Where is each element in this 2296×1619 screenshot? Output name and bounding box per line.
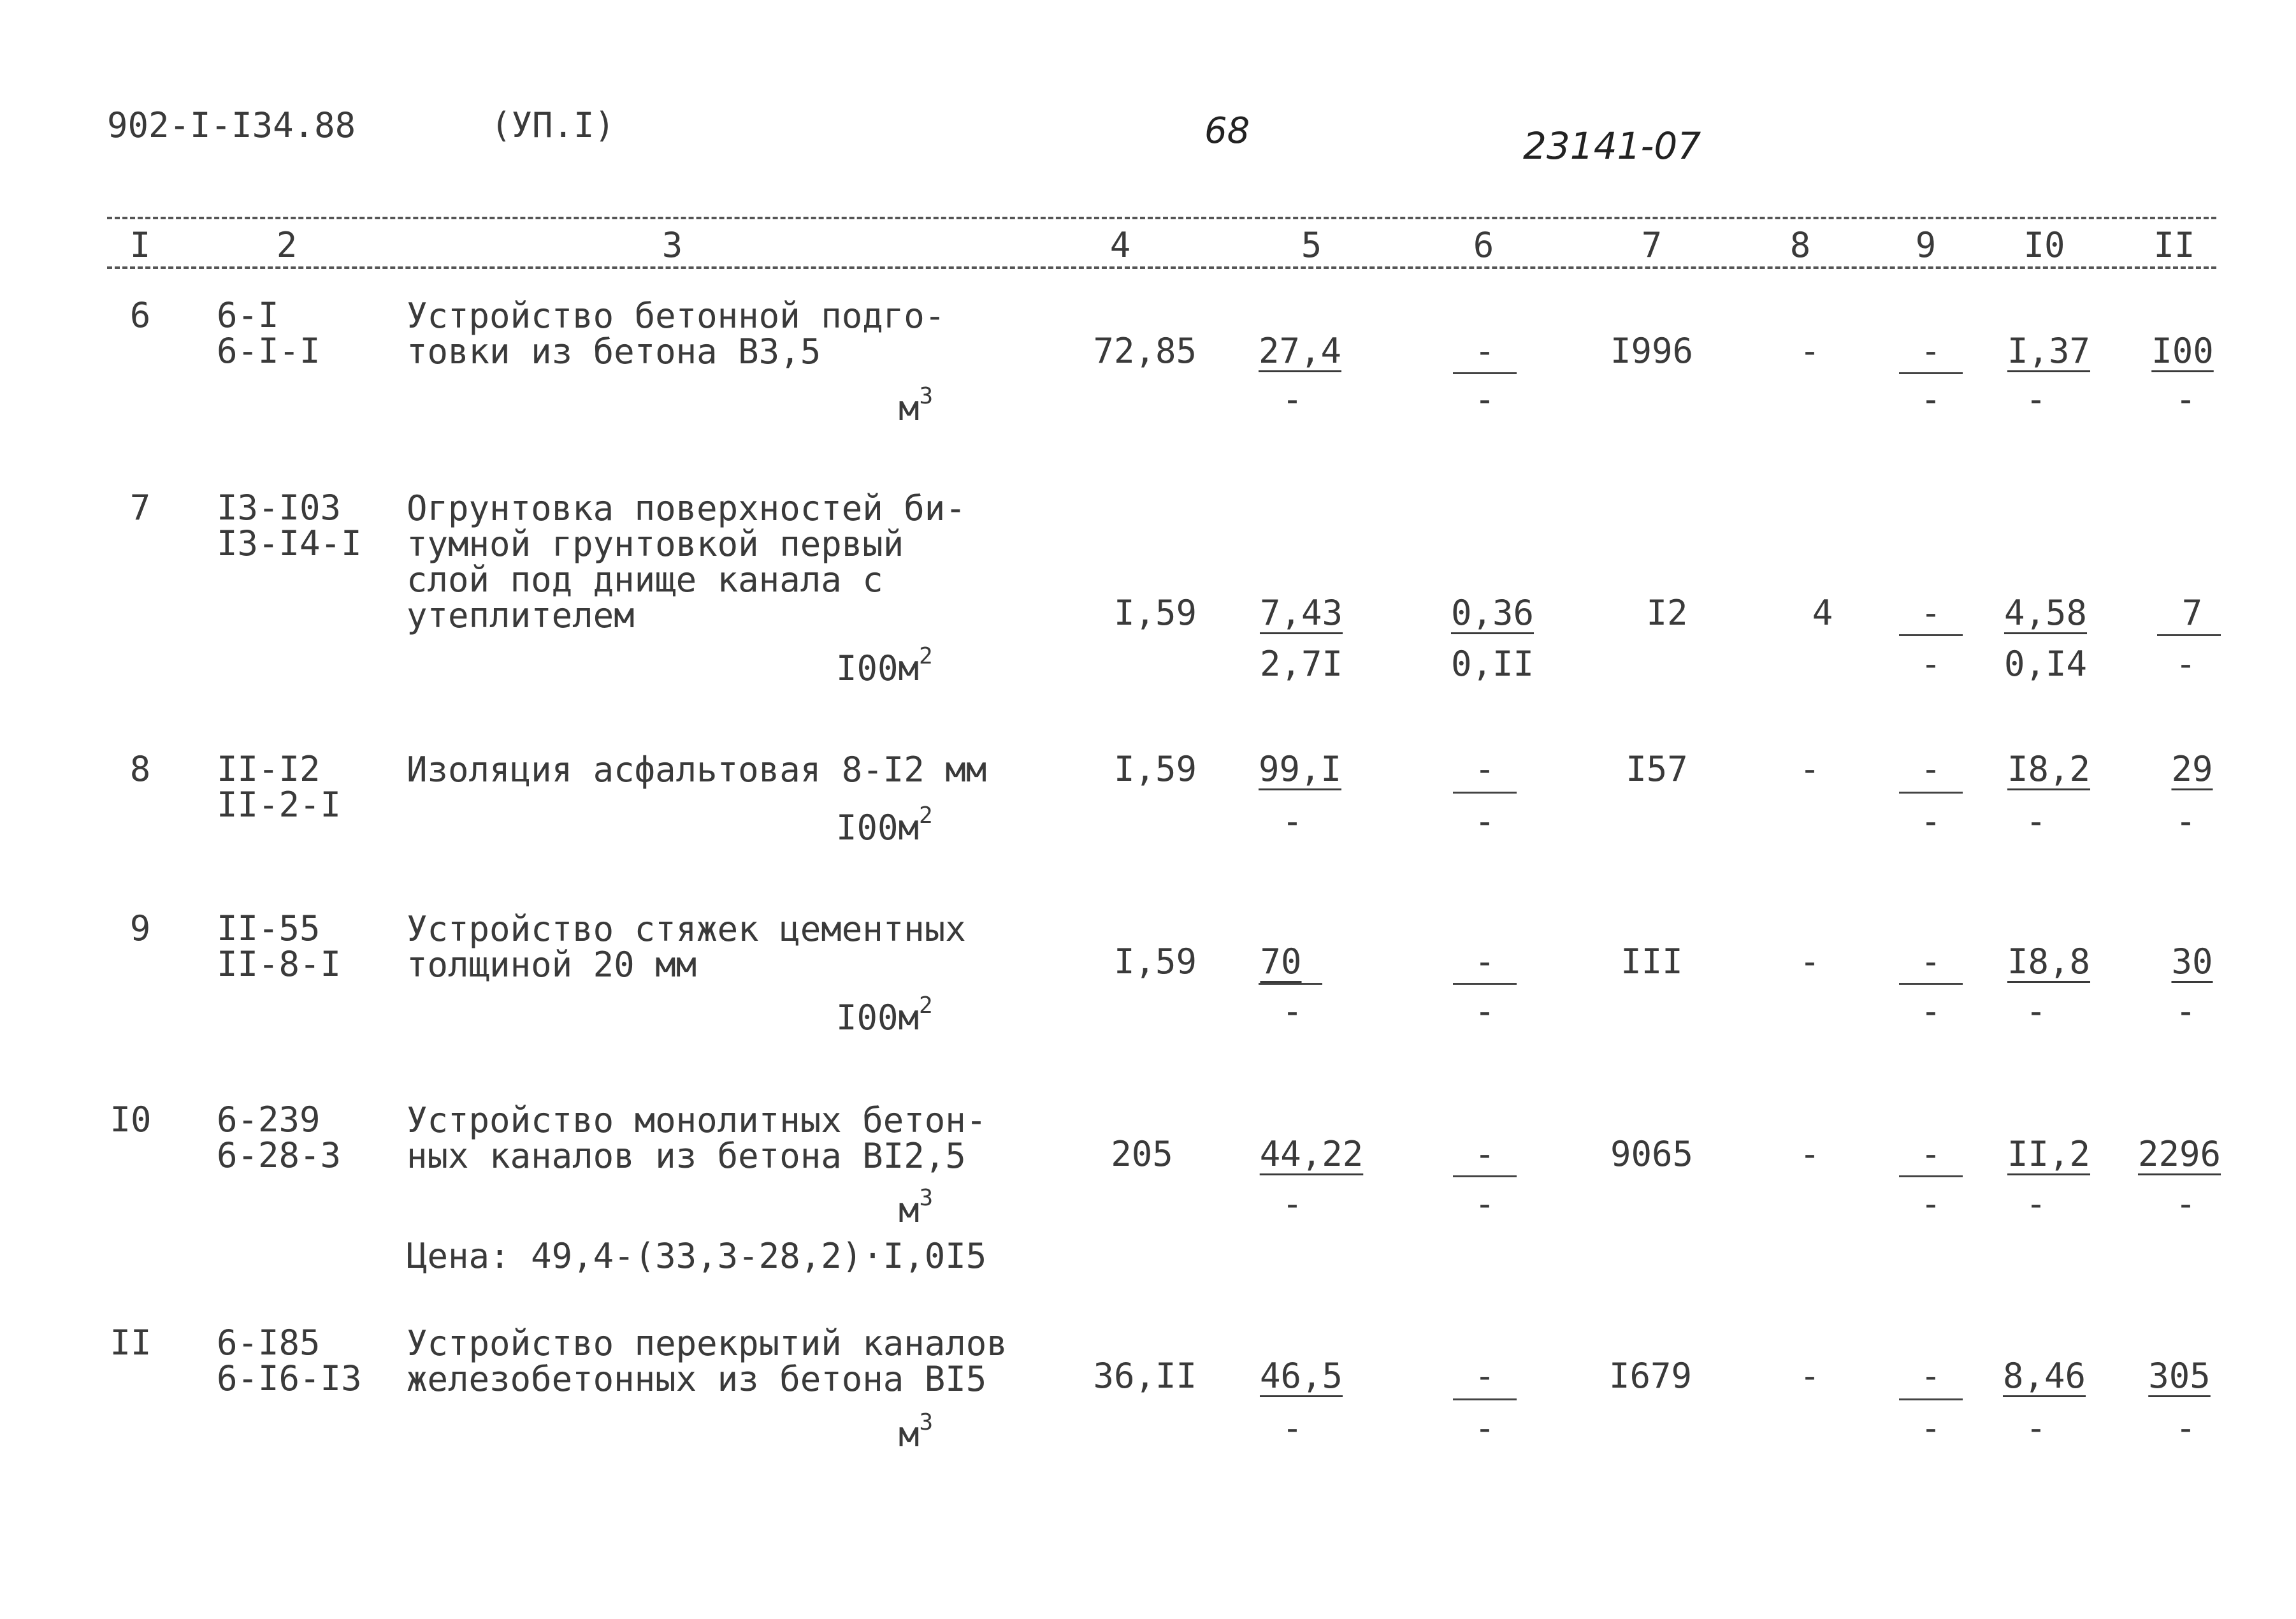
column-9-lower: - [1920,801,1942,841]
row-number: I0 [110,1100,152,1140]
labor-total-lower: - [2175,801,2197,841]
labor-per-unit-lower: 0,I4 [2004,644,2088,684]
labor-per-unit: II,2 [2007,1134,2091,1174]
price-code: II-8-I [217,944,342,984]
labor-total: 30 [2171,941,2213,982]
fraction-bar [1899,1175,1963,1177]
machine-wages: - [1474,991,1496,1031]
machine-cost: 0,36 [1450,593,1534,633]
machine-cost: - [1474,749,1496,789]
labor-per-unit-lower: - [2025,801,2047,841]
fraction-bar [1453,1175,1517,1177]
unit-of-measure: $м^3$ [899,1409,934,1455]
quantity: 36,II [1093,1356,1197,1396]
column-header-3: 3 [661,225,683,265]
norm-code: II-55 [217,908,321,948]
column-9-value: - [1920,941,1942,982]
quantity: I,59 [1113,749,1197,789]
work-description-line: Изоляция асфальтовая 8-I2 мм [407,750,987,790]
labor-total: 7 [2181,593,2203,633]
column-header-1: I [129,225,151,265]
fraction-bar [2157,634,2221,636]
cost-wages: - [1282,1408,1303,1448]
column-9-lower: - [1920,644,1942,684]
total-cost: III [1621,941,1683,982]
column-9-lower: - [1920,379,1942,419]
price-code: 6-I-I [217,331,321,371]
unit-of-measure: $м^3$ [899,1185,934,1230]
header-rule-top [107,217,2216,219]
machine-cost: - [1474,941,1496,982]
total-cost: I57 [1626,749,1688,789]
column-header-11: II [2153,225,2195,265]
row-number: 9 [129,908,151,948]
cost-total: 46,5 [1259,1356,1343,1396]
row-number: 8 [129,749,151,789]
work-description-line: слой под днище канала с [407,560,883,600]
unit-of-measure: $I00м^2$ [836,802,933,848]
work-description-line: товки из бетона В3,5 [407,331,821,372]
cost-wages: - [1282,1184,1303,1224]
labor-per-unit: I8,2 [2007,749,2091,789]
column-header-6: 6 [1473,225,1494,265]
work-description-line: Устройство бетонной подго- [407,296,946,336]
quantity: I,59 [1113,941,1197,982]
labor-total-lower: - [2175,1408,2197,1448]
column-8-value: - [1799,1134,1821,1174]
norm-code: I3-I03 [217,488,342,528]
price-note: Цена: 49,4-(33,3-28,2)·I,0I5 [407,1236,987,1276]
column-8-value: - [1799,941,1821,982]
machine-wages: - [1474,801,1496,841]
work-description-line: утеплителем [407,595,635,635]
total-cost: I679 [1608,1356,1693,1396]
cost-total: 44,22 [1259,1134,1364,1174]
column-9-value: - [1920,749,1942,789]
work-description-line: тумной грунтовкой первый [407,524,904,564]
price-code: I3-I4-I [217,523,362,563]
column-8-value: - [1799,1356,1821,1396]
machine-cost: - [1474,1356,1496,1396]
labor-total: 305 [2148,1356,2211,1396]
column-9-lower: - [1920,1408,1942,1448]
row-number: II [110,1323,152,1363]
work-description-line: толщиной 20 мм [407,945,697,985]
handwritten-reference: 23141-07 [1523,124,1701,168]
column-9-value: - [1920,331,1942,371]
row-number: 6 [129,295,151,335]
fraction-bar [1453,372,1517,374]
column-header-7: 7 [1641,225,1663,265]
unit-of-measure: $м^3$ [899,383,934,428]
labor-per-unit: 8,46 [2002,1356,2086,1396]
cost-total: 70 [1260,941,1302,982]
column-header-4: 4 [1109,225,1131,265]
column-header-9: 9 [1915,225,1937,265]
cost-total: 7,43 [1259,593,1343,633]
work-description-line: Устройство стяжек цементных [407,909,966,949]
unit-of-measure: $I00м^2$ [836,643,933,688]
norm-code: 6-I [217,295,279,335]
labor-total-lower: - [2175,644,2197,684]
document-code: 902-I-I34.88 [107,105,356,145]
labor-per-unit-lower: - [2025,1184,2047,1224]
fraction-bar [1259,983,1322,985]
labor-per-unit: I,37 [2007,331,2091,371]
fraction-bar [1899,792,1963,794]
norm-code: 6-I85 [217,1323,321,1363]
column-8-value: - [1799,331,1821,371]
cost-wages: 2,7I [1259,644,1343,684]
work-description-line: железобетонных из бетона ВI5 [407,1359,987,1399]
column-header-8: 8 [1789,225,1811,265]
total-cost: 9065 [1610,1134,1694,1174]
cost-wages: - [1282,801,1303,841]
labor-total-lower: - [2175,379,2197,419]
quantity: I,59 [1113,593,1197,633]
total-cost: I996 [1610,331,1694,371]
fraction-bar [1899,634,1963,636]
labor-per-unit: 4,58 [2004,593,2088,633]
labor-total-lower: - [2175,991,2197,1031]
column-8-value: 4 [1812,593,1833,633]
labor-per-unit-lower: - [2025,991,2047,1031]
column-9-value: - [1920,593,1942,633]
labor-per-unit: I8,8 [2007,941,2091,982]
column-header-5: 5 [1301,225,1322,265]
labor-total: I00 [2151,331,2214,371]
fraction-bar [1453,983,1517,985]
column-9-value: - [1920,1134,1942,1174]
column-9-lower: - [1920,991,1942,1031]
machine-wages: 0,II [1450,644,1534,684]
column-9-lower: - [1920,1184,1942,1224]
album-number: (УП.I) [491,105,616,145]
machine-cost: - [1474,1134,1496,1174]
quantity: 205 [1111,1134,1173,1174]
fraction-bar [1453,1398,1517,1400]
fraction-bar [1453,792,1517,794]
quantity: 72,85 [1093,331,1197,371]
cost-wages: - [1282,379,1303,419]
header-rule-bottom [107,266,2216,269]
labor-per-unit-lower: - [2025,379,2047,419]
column-9-value: - [1920,1356,1942,1396]
cost-total: 99,I [1258,749,1342,789]
labor-total: 2296 [2137,1134,2221,1174]
fraction-bar [1899,1398,1963,1400]
machine-wages: - [1474,379,1496,419]
machine-wages: - [1474,1184,1496,1224]
price-code: 6-28-3 [217,1135,342,1175]
machine-cost: - [1474,331,1496,371]
cost-total: 27,4 [1258,331,1342,371]
labor-per-unit-lower: - [2025,1408,2047,1448]
total-cost: I2 [1646,593,1688,633]
work-description-line: Огрунтовка поверхностей би- [407,488,966,528]
price-code: II-2-I [217,785,342,825]
work-description-line: Устройство монолитных бетон- [407,1100,987,1140]
work-description-line: Устройство перекрытий каналов [407,1323,1007,1363]
column-header-10: I0 [2023,225,2065,265]
fraction-bar [1899,983,1963,985]
fraction-bar [1899,372,1963,374]
labor-total: 29 [2171,749,2213,789]
work-description-line: ных каналов из бетона ВI2,5 [407,1136,966,1176]
labor-total-lower: - [2175,1184,2197,1224]
column-8-value: - [1799,749,1821,789]
page-number: 68 [1204,110,1250,152]
row-number: 7 [129,488,151,528]
price-code: 6-I6-I3 [217,1358,362,1398]
machine-wages: - [1474,1408,1496,1448]
cost-wages: - [1282,991,1303,1031]
column-header-2: 2 [276,225,298,265]
norm-code: II-I2 [217,749,321,789]
unit-of-measure: $I00м^2$ [836,992,933,1038]
norm-code: 6-239 [217,1100,321,1140]
